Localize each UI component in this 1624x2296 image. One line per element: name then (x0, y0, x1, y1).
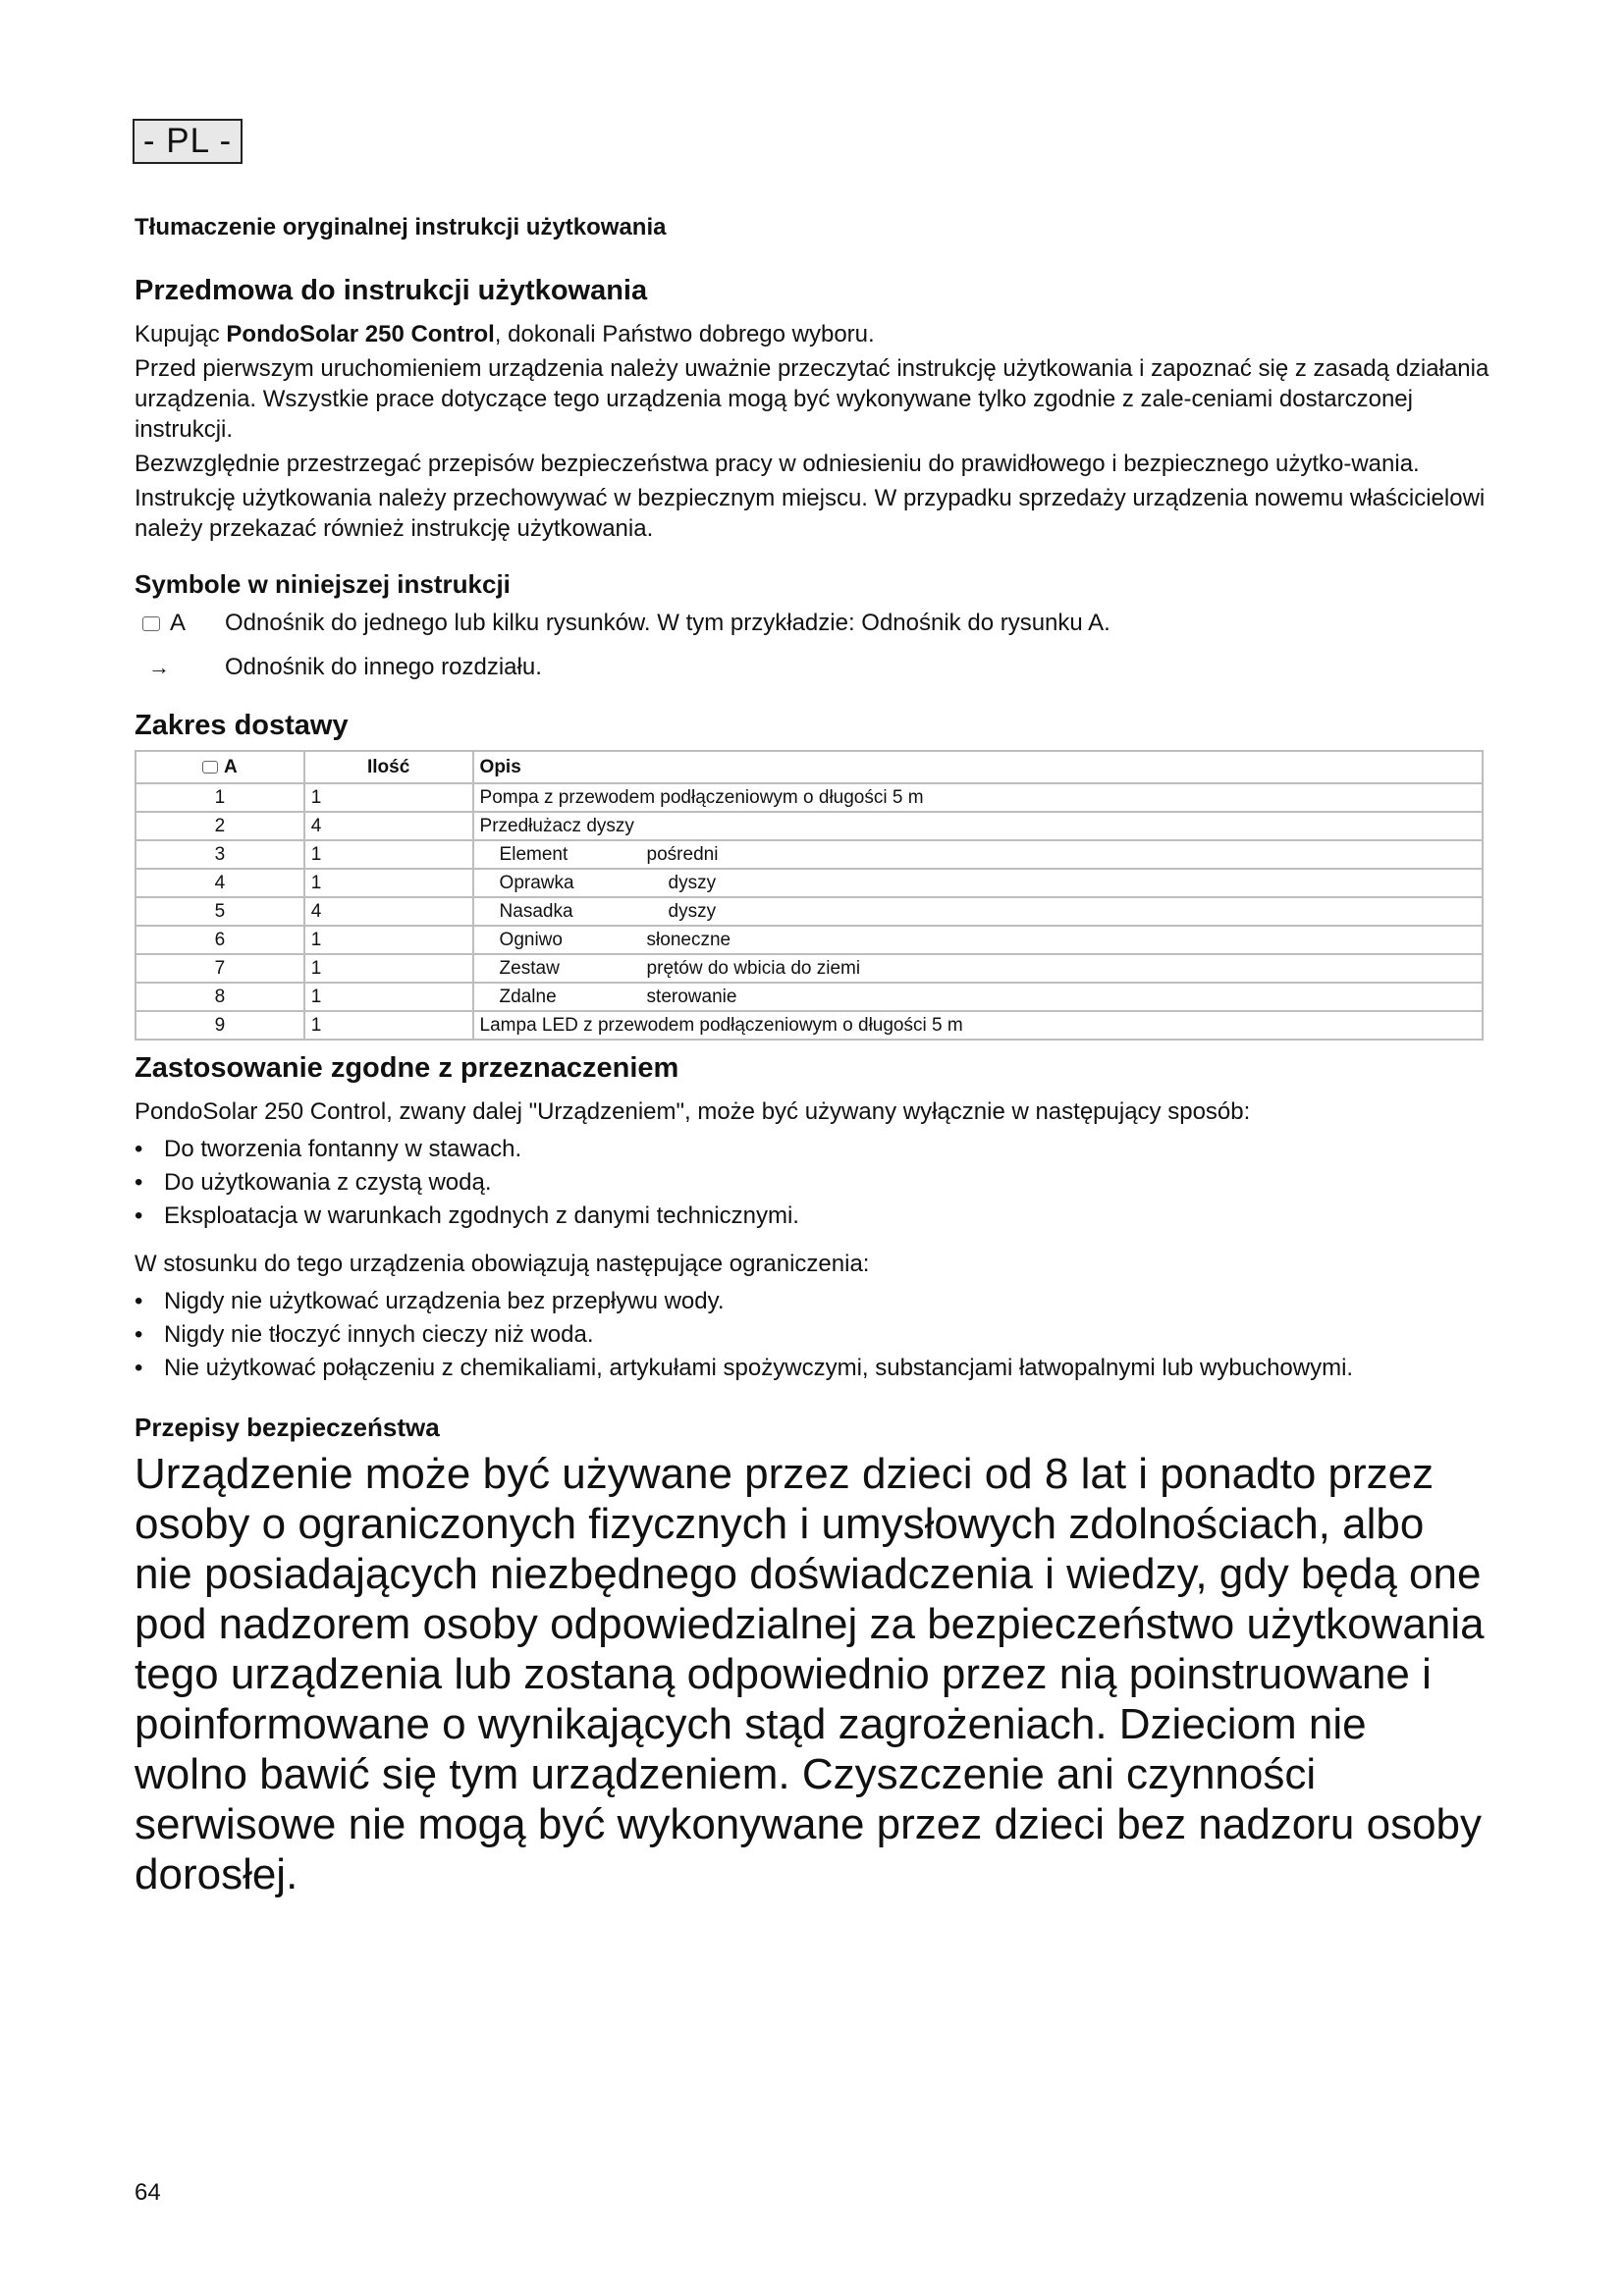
cell-qty: 4 (304, 812, 473, 840)
figure-ref-text: Odnośnik do jednego lub kilku rysunków. W tym przykładzie: Odnośnik do rysunku A. (225, 610, 1110, 636)
intro-suffix: , dokonali Państwo dobrego wyboru. (494, 321, 875, 347)
cell-qty: 1 (304, 926, 473, 954)
page-content (135, 214, 1489, 1899)
cell-a: 6 (135, 926, 304, 954)
table-row (135, 983, 1483, 1011)
arrow-right-icon: → (148, 655, 170, 679)
symbols-heading: Symbole w niniejszej instrukcji (135, 569, 511, 599)
intended-use-section (135, 1052, 1489, 1385)
cell-a: 1 (135, 783, 304, 812)
cell-desc: Przedłużacz dyszy (473, 812, 1483, 840)
cell-desc: Zestaw prętów do wbicia do ziemi (473, 954, 1483, 983)
table-row (135, 812, 1483, 840)
symbol-chapter-reference (135, 643, 1489, 692)
intended-use-intro: PondoSolar 250 Control, zwany dalej "Urządzeniem", może być używany wyłącznie w następujący sposób: (135, 1098, 1251, 1125)
preface-heading: Przedmowa do instrukcji użytkowania (135, 275, 648, 306)
intended-use-heading: Zastosowanie zgodne z przeznaczeniem (135, 1052, 679, 1084)
allowed-uses-list (135, 1133, 1489, 1233)
cell-a: 3 (135, 840, 304, 869)
cell-qty: 1 (304, 983, 473, 1011)
cell-qty: 4 (304, 897, 473, 926)
table-row (135, 926, 1483, 954)
table-row (135, 897, 1483, 926)
table-header-row (135, 751, 1483, 783)
preface-section (135, 275, 1489, 544)
figure-reference-icon (202, 761, 218, 774)
cell-a: 4 (135, 869, 304, 897)
cell-qty: 1 (304, 783, 473, 812)
cell-qty: 1 (304, 840, 473, 869)
cell-a: 2 (135, 812, 304, 840)
preface-paragraph-1: Przed pierwszym uruchomieniem urządzenia należy uważnie przeczytać instrukcję użytkowania i zapoznać się z zasadą działania urządzenia. Wszystkie prace dotyczące tego urządzenia mogą być wykonywane tylko zgodnie z zale-ceniami dostarczonej instrukcji. (135, 355, 1489, 443)
column-desc-header: Opis (473, 751, 1483, 783)
restrictions-list (135, 1285, 1489, 1385)
delivery-table (135, 750, 1484, 1041)
document-title: Tłumaczenie oryginalnej instrukcji użytkowania (135, 214, 667, 240)
list-item: • Nie użytkować połączeniu z chemikaliami, artykułami spożywczymi, substancjami łatwopalnymi lub wybuchowymi. (135, 1352, 1489, 1385)
list-item: • Eksploatacja w warunkach zgodnych z danymi technicznymi. (135, 1200, 1489, 1233)
arrow-ref-text: Odnośnik do innego rozdziału. (225, 654, 542, 680)
preface-paragraph-2: Bezwzględnie przestrzegać przepisów bezpieczeństwa pracy w odniesieniu do prawidłowego i bezpiecznego użytko-wania. (135, 451, 1420, 477)
column-qty-header: Ilość (304, 751, 473, 783)
symbols-section (135, 569, 1489, 692)
cell-a: 7 (135, 954, 304, 983)
preface-paragraph-3: Instrukcję użytkowania należy przechowywać w bezpiecznym miejscu. W przypadku sprzedaży urządzenia nowemu właścicielowi należy przekazać również instrukcję użytkowania. (135, 485, 1486, 542)
restrictions-intro: W stosunku do tego urządzenia obowiązują następujące ograniczenia: (135, 1251, 870, 1277)
table-row (135, 840, 1483, 869)
product-name: PondoSolar 250 Control (226, 321, 495, 347)
figure-ref-key: A (170, 610, 187, 636)
table-row (135, 954, 1483, 983)
cell-a: 5 (135, 897, 304, 926)
preface-intro (135, 319, 1489, 349)
delivery-section (135, 710, 1489, 1041)
safety-warning: Urządzenie może być używane przez dzieci od 8 lat i ponadto przez osoby o ograniczonych fizycznych i umysłowych zdolnościach, albo nie posiadających niezbędnego doświadczenia i wiedzy, gdy będą one pod nadzorem osoby odpowiedzialnej za bezpieczeństwo użytkowania tego urządzenia lub zostaną odpowiednio przez nią poinstruowane i poinformowane o wynikających stąd zagrożeniach. Dzieciom nie wolno bawić się tym urządzeniem. Czyszczenie ani czynności serwisowe nie mogą być wykonywane przez dzieci bez nadzoru osoby dorosłej. (135, 1450, 1485, 1898)
list-item: • Do tworzenia fontanny w stawach. (135, 1133, 1489, 1166)
list-item: • Do użytkowania z czystą wodą. (135, 1166, 1489, 1200)
figure-reference-icon (142, 616, 160, 631)
cell-qty: 1 (304, 954, 473, 983)
intro-prefix: Kupując (135, 321, 227, 347)
list-item: • Nigdy nie tłoczyć innych cieczy niż woda. (135, 1318, 1489, 1352)
table-row (135, 1011, 1483, 1040)
cell-a: 9 (135, 1011, 304, 1040)
cell-desc: Element pośredni (473, 840, 1483, 869)
cell-a: 8 (135, 983, 304, 1011)
list-item: • Nigdy nie użytkować urządzenia bez przepływu wody. (135, 1285, 1489, 1318)
safety-section (135, 1413, 1489, 1899)
cell-qty: 1 (304, 1011, 473, 1040)
safety-heading: Przepisy bezpieczeństwa (135, 1413, 440, 1442)
symbol-figure-reference (135, 604, 1489, 643)
cell-desc: Zdalne sterowanie (473, 983, 1483, 1011)
cell-qty: 1 (304, 869, 473, 897)
language-badge: - PL - (133, 119, 243, 164)
cell-desc: Ogniwo słoneczne (473, 926, 1483, 954)
column-a-header: A (135, 751, 304, 783)
cell-desc: Pompa z przewodem podłączeniowym o długości 5 m (473, 783, 1483, 812)
table-row (135, 783, 1483, 812)
table-row (135, 869, 1483, 897)
cell-desc: Lampa LED z przewodem podłączeniowym o długości 5 m (473, 1011, 1483, 1040)
cell-desc: Nasadka dyszy (473, 897, 1483, 926)
page-number: 64 (135, 2179, 161, 2206)
cell-desc: Oprawka dyszy (473, 869, 1483, 897)
delivery-heading: Zakres dostawy (135, 710, 349, 741)
